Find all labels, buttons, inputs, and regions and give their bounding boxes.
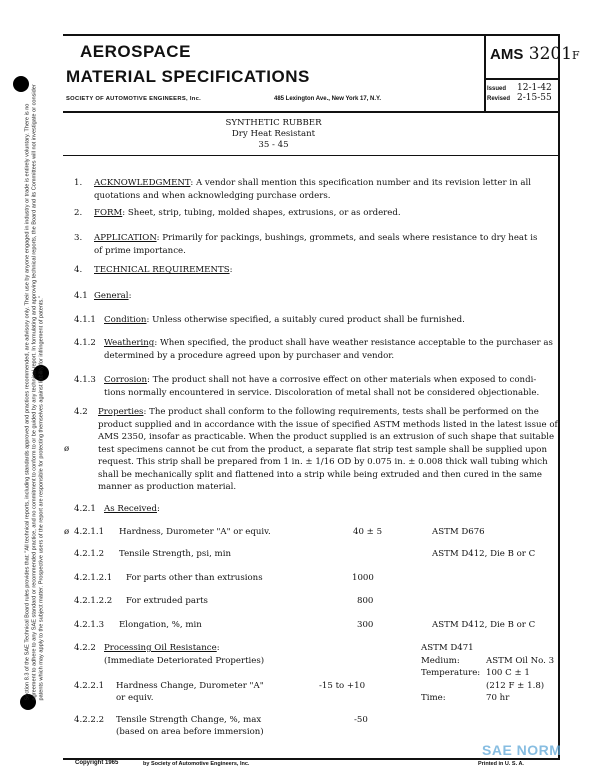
section-number: 4.2 [74,407,88,417]
subject-line-2: Dry Heat Resistant [231,129,316,139]
section-4-2-2 [74,642,264,667]
requirement-number: 4.2.1.2.1 [74,573,113,583]
requirement-number: 4.2.2.1 [74,681,105,691]
section-text: quotations and when acknowledging purchase orders. [94,190,331,201]
change-mark: ø [64,444,70,454]
time-value: 70 hr [486,693,510,703]
spec-number-value: 3201 [528,44,573,64]
section-title: Condition [104,315,147,325]
time-label: Time: [421,693,446,703]
section-title: ACKNOWLEDGMENT [94,178,191,188]
requirement-value: 300 [357,620,374,630]
section-text: : [216,643,220,653]
requirement-method: ASTM D412, Die B or C [432,549,536,559]
temperature-value-f: (212 F ± 1.8) [486,680,545,691]
section-number: 4.1.2 [74,338,96,348]
section-title: General [94,291,129,301]
section-title: Weathering [104,338,155,348]
section-text: determined by a procedure agreed upon by purchaser and vendor. [104,350,395,361]
spec-revision: F [572,49,580,62]
subject-block [63,118,484,151]
temperature-value: 100 C ± 1 [486,668,530,678]
section-text: : When specified, the product shall have weather resistance acceptable to the purchaser as [154,338,553,348]
section-4 [74,264,233,277]
society-address: 485 Lexington Ave., New York 17, N.Y. [274,96,382,102]
society-name: SOCIETY OF AUTOMOTIVE ENGINEERS, Inc. [66,96,201,102]
requirement-label: For extruded parts [126,596,208,606]
medium-value: ASTM Oil No. 3 [486,655,555,666]
section-text: request. This strip shall be prepared from 1 in. ± 1/16 OD by 0.075 in. ± 0.008 thick wall tubing which [98,457,548,467]
requirement-label: (based on area before immersion) [116,727,264,737]
section-4-2-1 [74,503,160,516]
section-text: manner as production material. [98,482,237,492]
requirement-number: 4.2.1.3 [74,620,105,630]
section-title: APPLICATION [94,233,157,243]
section-text: : The product shall not have a corrosive effect on other materials when exposed to condi- [147,375,537,385]
section-title: Processing Oil Resistance [104,643,217,653]
section-number: 4.2.1 [74,504,96,514]
requirement-number: 4.2.1.2.2 [74,596,113,606]
medium-label: Medium: [421,655,460,666]
section-4-2 [74,406,558,494]
side-disclaimer: Section 8.3 of the SAE Technical Board rules provides that: "All technical reports, including standards approved and practices recommended, are advisory only. Their use by anyone engaged in industry or trade is entirely voluntary. There is no agreement to adhere to any SAE standard or recommended practice, and no commitment to conform to or be guided by any technical report. In formulating and approving technical reports, the Board and its Committees will not investigate or consider patents which may apply to the subject matter. Prospective users of the report are responsible for protecting themselves against liability for infringement of patents." [24,84,45,701]
requirement-label: Tensile Strength, psi, min [119,549,231,559]
section-number: 4.1.3 [74,375,96,385]
spec-number [490,44,580,64]
requirement-label: Tensile Strength Change, %, max [116,715,262,725]
requirement-number: 4.2.1.2 [74,549,105,559]
spec-prefix: AMS [490,46,524,63]
revised-label: Revised [487,96,511,102]
section-text: : A vendor shall mention this specification number and its revision letter in all [190,178,531,188]
subject-line-3: 35 - 45 [258,140,289,150]
section-4-1-3 [74,374,539,399]
section-text: : Sheet, strip, tubing, molded shapes, extrusions, or as ordered. [122,208,401,218]
section-text: test specimens cannot be cut from the product, a separate flat strip test sample shall be supplied upon [98,444,547,455]
section-text: : The product shall conform to the following requirements, tests shall be performed on the [143,407,539,417]
requirement-value: 1000 [352,573,374,583]
section-text: : [229,265,233,275]
section-title: FORM [94,208,123,218]
requirement-label: For parts other than extrusions [126,573,263,583]
issued-label: Issued [487,86,507,92]
section-text: : [157,504,160,514]
requirement-label: Hardness, Durometer "A" or equiv. [119,527,271,537]
section-4-1-2 [74,337,553,362]
requirement-value: 40 ± 5 [353,527,383,537]
section-title: As Received [104,504,157,514]
requirement-value: 800 [357,596,374,606]
spec-box-hline [484,78,560,80]
section-title: TECHNICAL REQUIREMENTS [94,265,230,275]
section-3 [74,232,537,257]
watermark-logo: SAE NORM [482,742,562,758]
temperature-label: Temperature: [421,668,481,678]
section-title: Corrosion [104,375,148,385]
requirement-label: Elongation, %, min [119,620,202,630]
section-number: 2. [74,208,83,218]
requirement-number: 4.2.2.2 [74,715,105,725]
section-2 [74,207,401,220]
oil-test-conditions [421,642,554,705]
section-text: product supplied and in accordance with the issue of specified ASTM methods listed in the latest issue of [98,419,558,430]
section-number: 3. [74,233,83,243]
spec-box-divider [484,34,486,112]
section-4-1-1 [74,314,465,327]
section-text: of prime importance. [94,245,186,256]
section-text: : Unless otherwise specified, a suitably cured product shall be furnished. [146,315,465,325]
requirement-label: or equiv. [116,693,154,703]
section-text: AMS 2350, insofar as practicable. When the product supplied is an extrusion of such shape that suitable [98,432,555,442]
copyright-year [75,760,118,766]
header-bottom-rule [63,111,560,113]
requirement-number: 4.2.1.1 [74,527,105,537]
issued-date: 12-1-42 [517,83,552,93]
requirement-method: ASTM D676 [432,527,485,537]
section-text: shall be mechanically split and flattened into a strip while being extruded and then cured in the same [98,469,543,480]
requirement-value: -15 to +10 [319,681,366,691]
section-title: Properties [98,407,144,417]
section-text: tions normally encountered in service. Discoloration of metal shall not be considered objectionable. [104,387,540,398]
revised-date: 2-15-55 [517,93,552,103]
section-number: 1. [74,178,83,188]
printed-in: Printed in U. S. A. [478,761,524,767]
requirement-value: -50 [354,715,368,725]
requirement-label: Hardness Change, Durometer "A" [116,681,264,691]
change-mark: ø [64,527,70,537]
copyright-holder: by Society of Automotive Engineers, Inc. [143,761,250,767]
section-text: : Primarily for packings, bushings, grommets, and seals where resistance to dry heat is [156,233,538,243]
section-text: : [128,291,132,301]
header-title-1: AEROSPACE [80,42,191,61]
oil-method: ASTM D471 [421,643,474,653]
copyright-year-text: Copyright 1965 [75,760,119,766]
subject-line-1: SYNTHETIC RUBBER [225,118,322,128]
subject-bottom-rule [63,155,560,156]
section-4-1 [74,290,131,303]
section-subtitle: (Immediate Deteriorated Properties) [104,655,265,666]
section-number: 4.1.1 [74,315,96,325]
header-title-2: MATERIAL SPECIFICATIONS [66,67,310,86]
section-number: 4.1 [74,291,88,301]
section-number: 4. [74,265,83,275]
requirement-method: ASTM D412, Die B or C [432,620,536,630]
section-number: 4.2.2 [74,643,96,653]
section-1 [74,177,531,202]
